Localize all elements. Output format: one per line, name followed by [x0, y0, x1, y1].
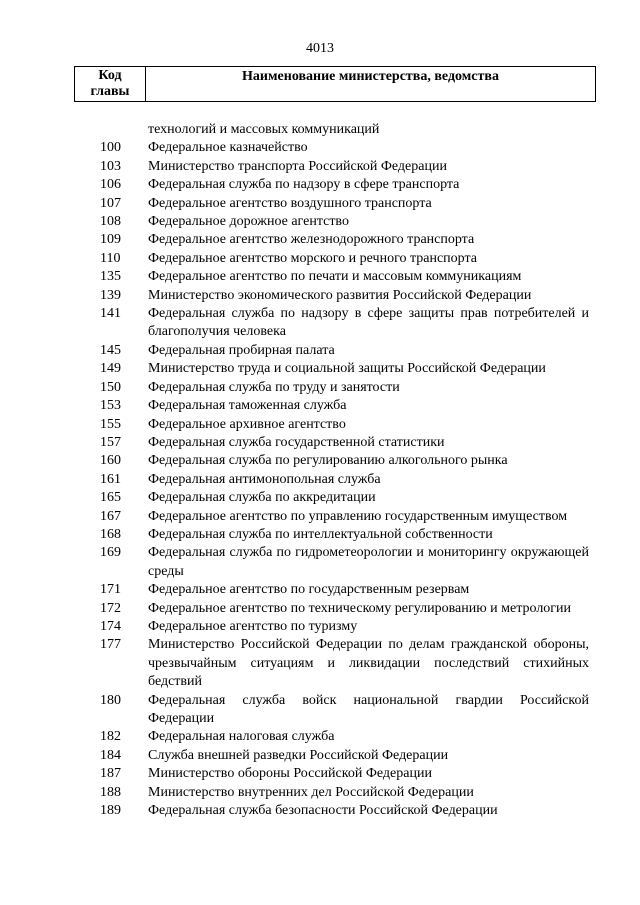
table-row: [74, 416, 589, 434]
ministry-name: Федеральная служба государственной статистики: [148, 434, 445, 450]
header-name-cell: Наименование министерства, ведомства: [242, 69, 499, 84]
ministry-name: Федеральная служба по надзору в сфере защиты прав потребителей и благополучия человека: [148, 306, 589, 340]
chapter-code: 155: [100, 416, 121, 432]
chapter-code: 149: [100, 361, 121, 377]
chapter-code: 165: [100, 490, 121, 506]
ministry-name: Федеральное дорожное агентство: [148, 214, 349, 230]
chapter-code: 168: [100, 526, 121, 542]
table-row: [74, 765, 589, 783]
chapter-code: 153: [100, 398, 121, 414]
chapter-code: 139: [100, 287, 121, 303]
ministry-name: Федеральное агентство морского и речного транспорта: [148, 250, 477, 266]
ministry-name: Федеральное агентство по печати и массовым коммуникациям: [148, 269, 522, 285]
table-row: [74, 636, 589, 691]
ministry-name: Министерство экономического развития Российской Федерации: [148, 287, 532, 303]
table-row: [74, 728, 589, 746]
ministry-name: Федеральная служба по интеллектуальной собственности: [148, 526, 493, 542]
ministry-name: Федеральная таможенная служба: [148, 398, 347, 414]
table-row: [74, 342, 589, 360]
chapter-code: 141: [100, 306, 121, 322]
table-row: [74, 508, 589, 526]
chapter-code: 109: [100, 232, 121, 248]
ministry-name: Служба внешней разведки Российской Федерации: [148, 747, 449, 763]
ministry-name: Федеральная антимонопольная служба: [148, 471, 381, 487]
table-row: [74, 581, 589, 599]
chapter-code: 135: [100, 269, 121, 285]
table-row: [74, 397, 589, 415]
table-row: [74, 692, 589, 729]
table-row: [74, 452, 589, 470]
page-number: 4013: [306, 41, 334, 56]
header-code-cell: [75, 67, 146, 101]
table-row: [74, 231, 589, 249]
table-row: [74, 618, 589, 636]
chapter-code: 160: [100, 453, 121, 469]
chapter-code: 108: [100, 214, 121, 230]
chapter-code: 174: [100, 618, 121, 634]
header-code-label-line2: главы: [90, 84, 130, 99]
ministry-name: Министерство обороны Российской Федерации: [148, 766, 432, 782]
ministry-name: Федеральная служба по надзору в сфере транспорта: [148, 177, 460, 193]
ministry-name: Министерство внутренних дел Российской Федерации: [148, 784, 474, 800]
chapter-code: 184: [100, 747, 121, 763]
ministry-name: Федеральная служба безопасности Российской Федерации: [148, 803, 498, 819]
table-row: [74, 360, 589, 378]
table-row: [74, 268, 589, 286]
ministry-name: Федеральная служба по регулированию алкогольного рынка: [148, 453, 508, 469]
ministry-name: Министерство Российской Федерации по делам гражданской обороны, чрезвычайным ситуациям и ликвидации последствий стихийных бедствий: [148, 637, 589, 690]
ministry-name: Федеральное агентство по управлению государственным имуществом: [148, 508, 568, 524]
chapter-code: 180: [100, 692, 121, 708]
ministry-name: Федеральная служба войск национальной гвардии Российской Федерации: [148, 692, 589, 726]
table-row: [74, 544, 589, 581]
ministry-name: Федеральное агентство железнодорожного транспорта: [148, 232, 475, 248]
header-code-label-line1: Код: [98, 68, 122, 83]
ministry-name: Министерство труда и социальной защиты Российской Федерации: [148, 361, 546, 377]
chapter-code: 182: [100, 729, 121, 745]
chapter-code: 150: [100, 379, 121, 395]
table-row: [74, 471, 589, 489]
chapter-code: 145: [100, 342, 121, 358]
ministry-name: Федеральная служба по труду и занятости: [148, 379, 400, 395]
ministry-name: Федеральная служба по гидрометеорологии и мониторингу окружающей среды: [148, 545, 589, 579]
table-row: [74, 158, 589, 176]
ministry-name: технологий и массовых коммуникаций: [148, 122, 380, 137]
ministry-name: Федеральное архивное агентство: [148, 416, 346, 432]
table-row: [74, 784, 589, 802]
table-row: [74, 305, 589, 342]
ministry-name: Федеральное агентство по техническому регулированию и метрологии: [148, 600, 572, 616]
chapter-code: 177: [100, 637, 121, 653]
table-row: [74, 434, 589, 452]
ministry-name: Федеральная служба по аккредитации: [148, 490, 376, 506]
table-row: [74, 250, 589, 268]
chapter-code: 172: [100, 600, 121, 616]
ministry-name: Федеральная налоговая служба: [148, 729, 335, 745]
ministry-name: Федеральное агентство по туризму: [148, 618, 358, 634]
chapter-code: 171: [100, 582, 121, 598]
chapter-code: 157: [100, 434, 121, 450]
table-row: [74, 802, 589, 820]
chapter-code: 107: [100, 195, 121, 211]
chapter-code: 167: [100, 508, 121, 524]
chapter-code: 106: [100, 177, 121, 193]
table-row: [74, 379, 589, 397]
table-row: [74, 121, 589, 139]
chapter-code: 161: [100, 471, 121, 487]
ministry-name: Федеральное агентство по государственным резервам: [148, 582, 470, 598]
table-row: [74, 213, 589, 231]
chapter-code: [74, 121, 148, 139]
ministry-name: Федеральное казначейство: [148, 140, 308, 156]
table-row: [74, 600, 589, 618]
chapter-code: 103: [100, 158, 121, 174]
chapter-code: 100: [100, 140, 121, 156]
table-row: [74, 287, 589, 305]
chapter-code: 110: [100, 250, 121, 266]
chapter-code: 187: [100, 766, 121, 782]
chapter-code: 188: [100, 784, 121, 800]
table-row: [74, 747, 589, 765]
table-row: [74, 176, 589, 194]
table-row: [74, 139, 589, 157]
table-header: [74, 66, 596, 102]
ministry-name: Министерство транспорта Российской Федерации: [148, 158, 447, 174]
table-row: [74, 489, 589, 507]
ministry-name: Федеральное агентство воздушного транспорта: [148, 195, 432, 211]
table-row: [74, 195, 589, 213]
chapter-code: 189: [100, 803, 121, 819]
table-row: [74, 526, 589, 544]
chapter-code: 169: [100, 545, 121, 561]
ministry-list: [74, 121, 589, 820]
ministry-name: Федеральная пробирная палата: [148, 342, 335, 358]
